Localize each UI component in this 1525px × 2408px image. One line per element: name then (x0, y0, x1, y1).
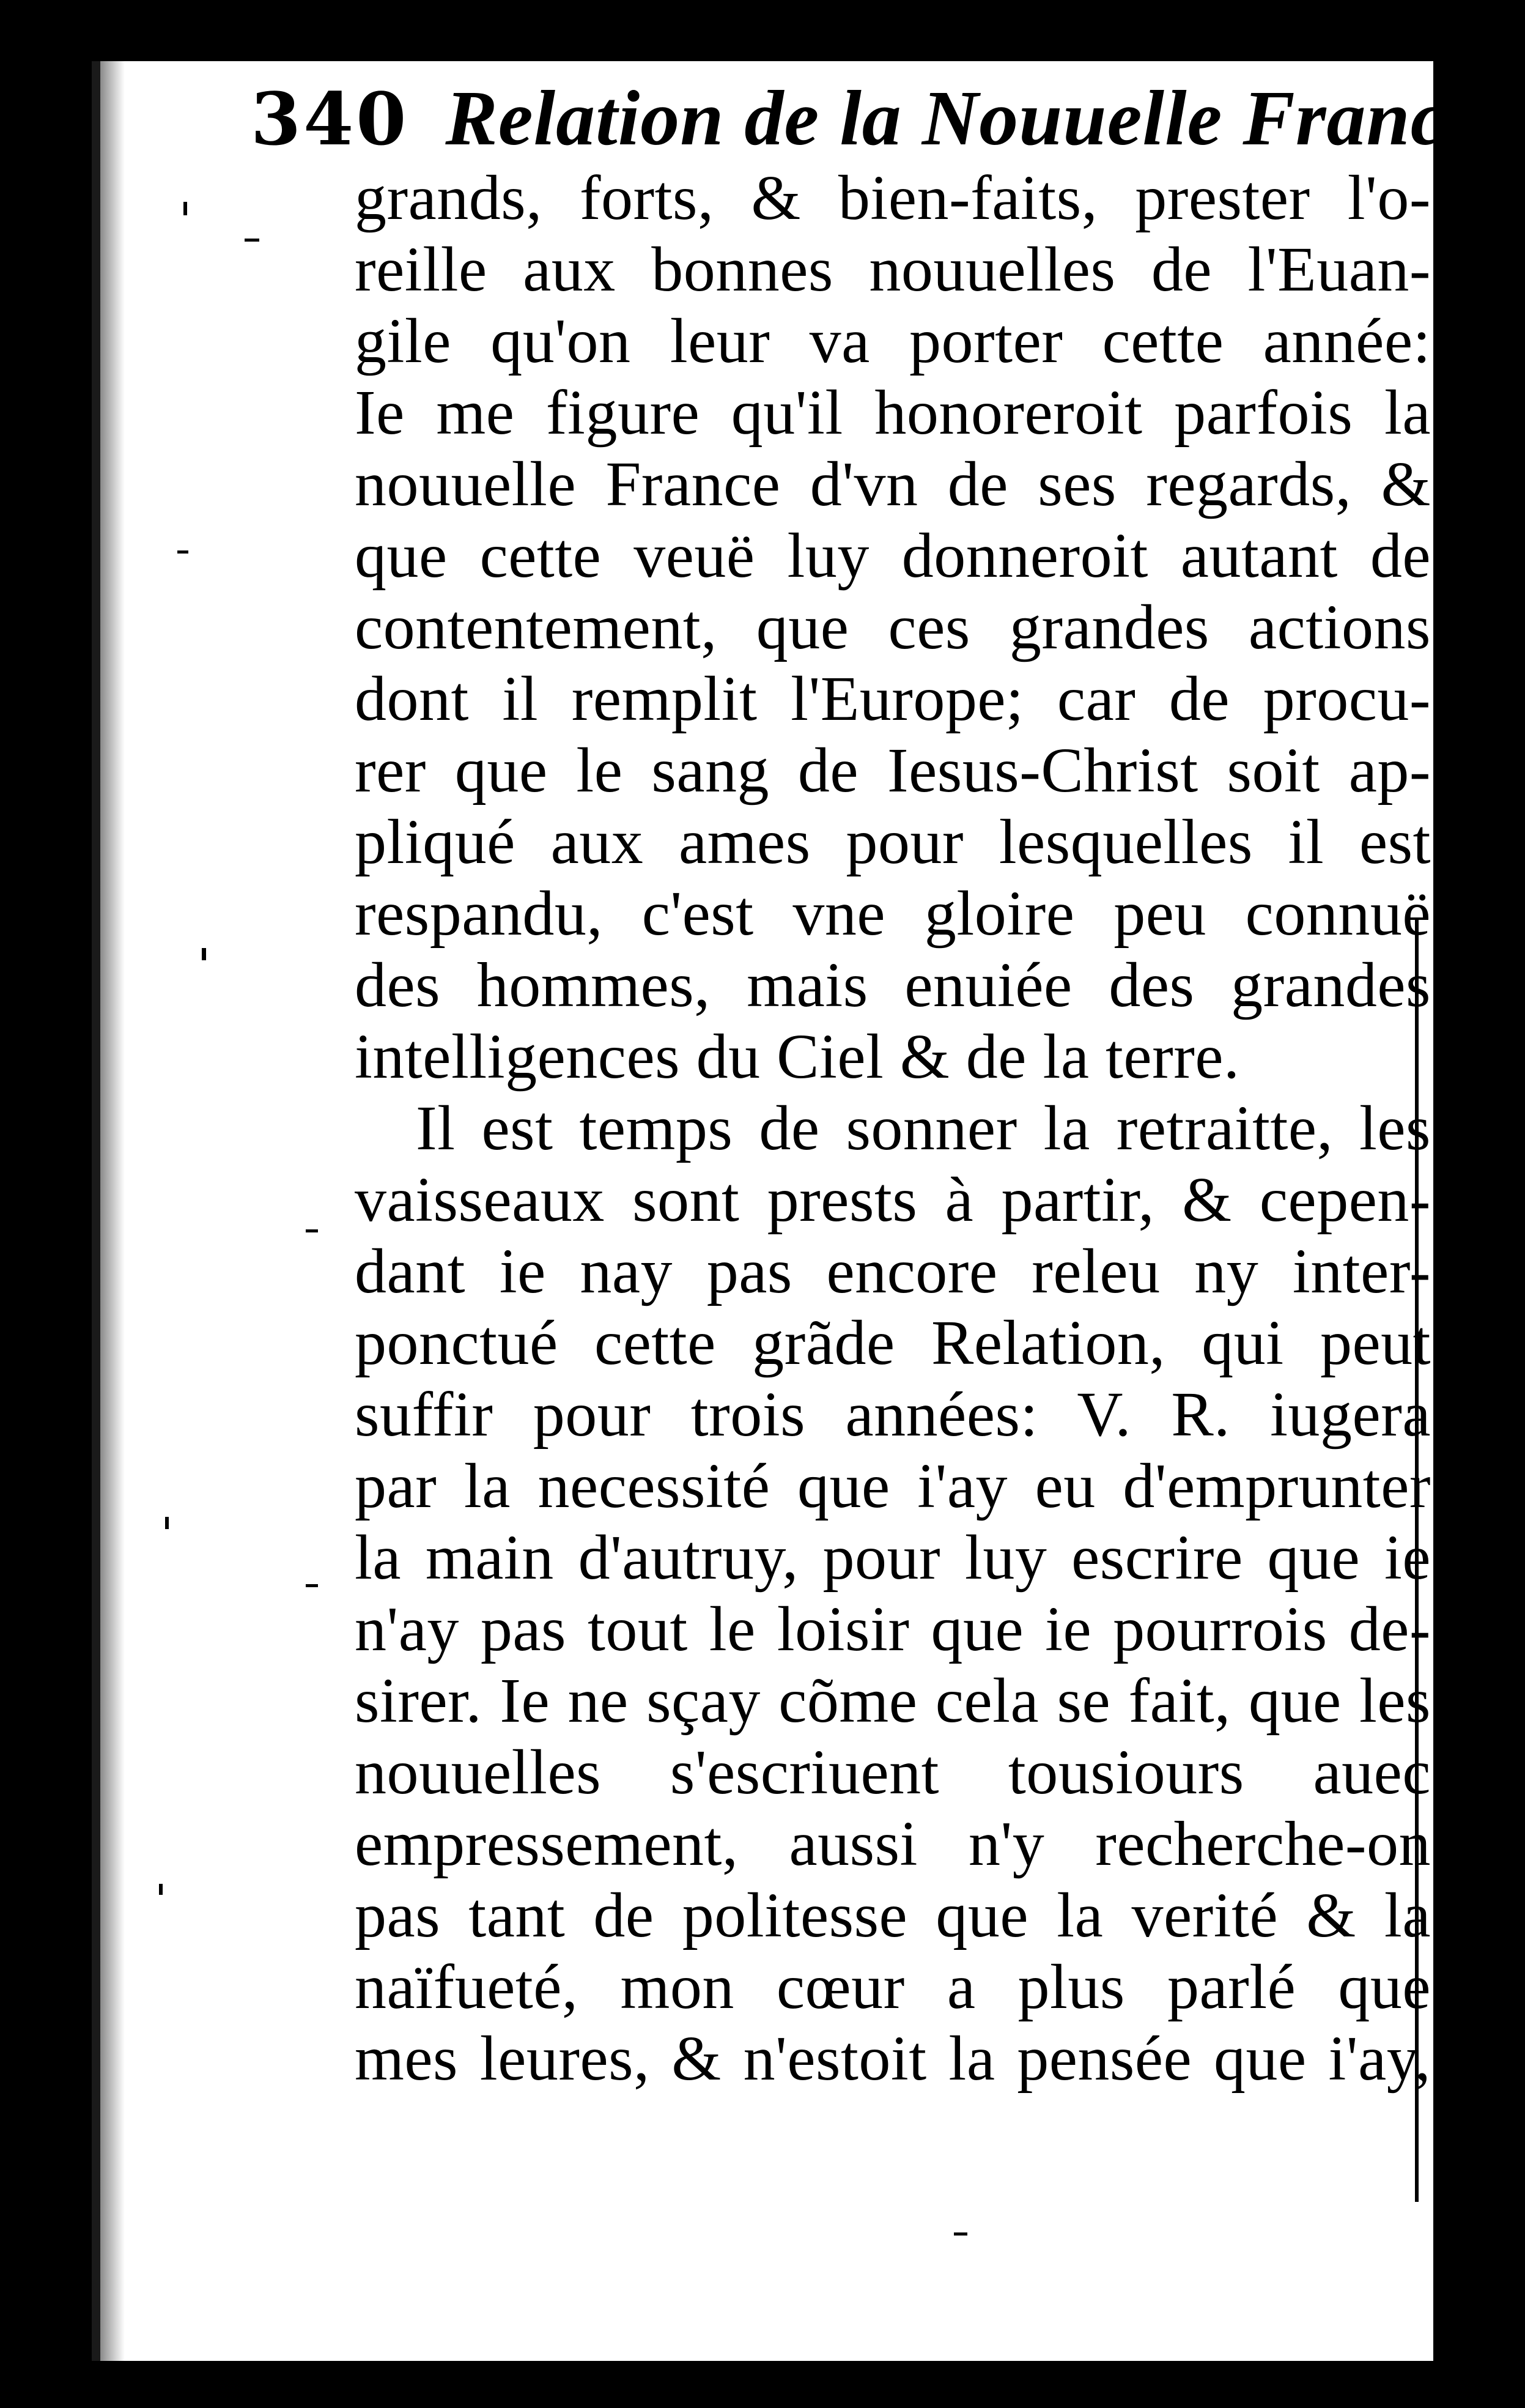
margin-mark (306, 1584, 318, 1587)
running-head (251, 73, 1502, 161)
text-line: mes leures, & n'estoit la pensée que i'ay, (355, 2023, 1431, 2094)
text-line: intelligences du Ciel & de la terre. (355, 1021, 1240, 1092)
text-line: grands, forts, & bien-faits, prester l'o- (355, 163, 1431, 233)
margin-mark (165, 1517, 169, 1529)
text-line: pliqué aux ames pour lesquelles il est (355, 807, 1431, 877)
text-line: dant ie nay pas encore releu ny inter- (355, 1236, 1431, 1306)
text-line: nouuelle France d'vn de ses regards, & (355, 449, 1431, 519)
text-line: naïfueté, mon cœur a plus parlé que (355, 1952, 1431, 2022)
text-line: suffir pour trois années: V. R. iugera (355, 1379, 1431, 1450)
margin-mark (183, 202, 187, 215)
text-line: vaisseaux sont prests à partir, & cepen- (355, 1165, 1431, 1235)
margin-mark (159, 1884, 163, 1895)
text-line: par la necessité que i'ay eu d'emprunter (355, 1451, 1431, 1521)
body-text (355, 162, 1431, 2094)
text-line: des hommes, mais enuiée des grandes (355, 950, 1431, 1020)
text-line: pas tant de politesse que la verité & la (355, 1880, 1431, 1950)
margin-mark (954, 2232, 967, 2236)
binding-gutter (100, 61, 125, 2361)
margin-mark (245, 239, 259, 242)
text-line: rer que le sang de Iesus-Christ soit ap- (355, 735, 1431, 806)
page-right-edge (1433, 61, 1455, 2361)
text-line: respandu, c'est vne gloire peu connuë (355, 878, 1431, 949)
text-line: reille aux bonnes nouuelles de l'Euan- (355, 234, 1431, 305)
text-line: gile qu'on leur va porter cette année: (355, 306, 1431, 376)
text-line: sirer. Ie ne sçay cõme cela se fait, que les (355, 1665, 1431, 1736)
text-line: dont il remplit l'Europe; car de procu- (355, 664, 1431, 734)
margin-mark (202, 948, 206, 960)
text-line: que cette veuë luy donneroit autant de (355, 520, 1431, 591)
text-line-paragraph-start: Il est temps de sonner la retraitte, les (416, 1093, 1431, 1163)
margin-mark (306, 1229, 318, 1232)
text-line: ponctué cette grãde Relation, qui peut (355, 1308, 1431, 1378)
text-line: la main d'autruy, pour luy escrire que ie (355, 1522, 1431, 1593)
text-line: Ie me figure qu'il honoreroit parfois la (355, 377, 1431, 448)
text-line: empressement, aussi n'y recherche-on (355, 1809, 1431, 1879)
margin-mark (177, 550, 188, 554)
text-line: nouuelles s'escriuent tousiours auec (355, 1737, 1431, 1807)
running-title: Relation de la Nouuelle France, (445, 75, 1502, 161)
text-line: n'ay pas tout le loisir que ie pourrois de- (355, 1594, 1431, 1664)
text-line: contentement, que ces grandes actions (355, 592, 1431, 662)
page-number: 340 (251, 76, 409, 161)
